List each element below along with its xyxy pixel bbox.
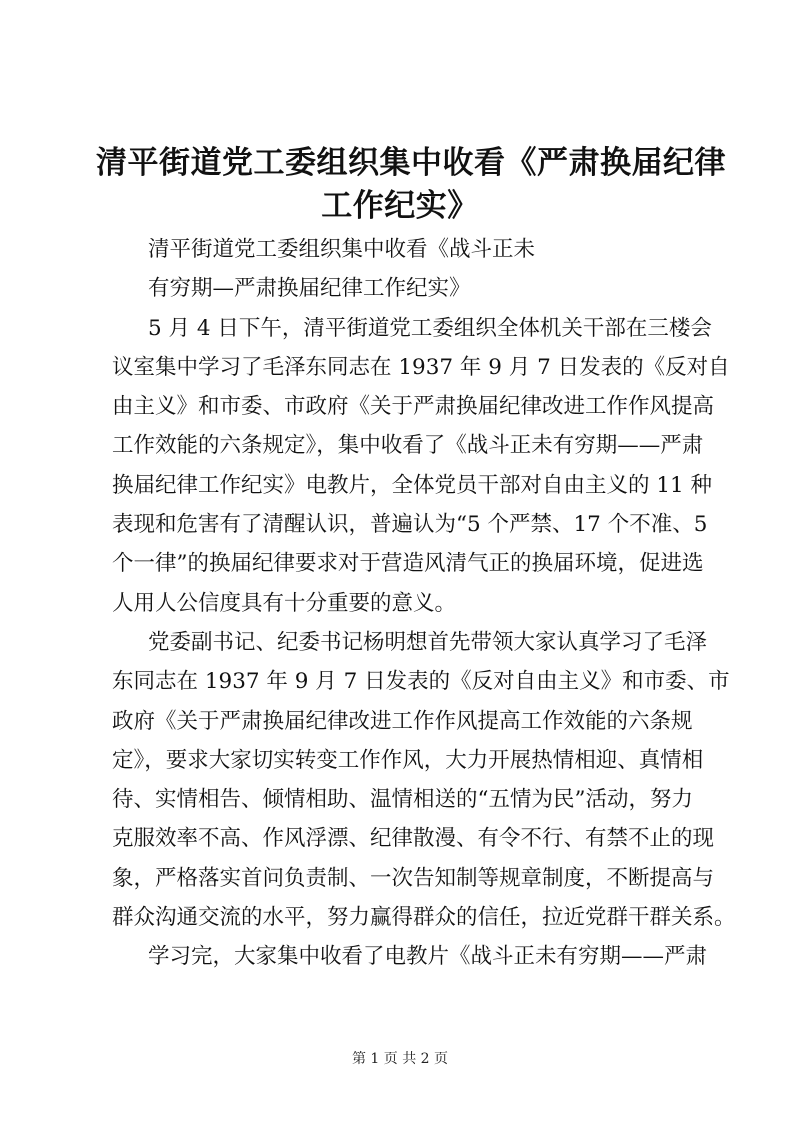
body-line: 工作效能的六条规定》，集中收看了《战斗正未有穷期——严肃 <box>112 433 704 459</box>
body-line: 议室集中学习了毛泽东同志在 1937 年 9 月 7 日发表的《反对自 <box>112 354 730 380</box>
body-line: 人用人公信度具有十分重要的意义。 <box>112 590 457 616</box>
body-line: 东同志在 1937 年 9 月 7 日发表的《反对自由主义》和市委、市 <box>112 669 730 695</box>
body-line: 换届纪律工作纪实》电教片，全体党员干部对自由主义的 11 种 <box>112 472 713 498</box>
body-line: 定》，要求大家切实转变工作作风，大力开展热情相迎、真情相 <box>112 747 704 773</box>
body-line: 学习完，大家集中收看了电教片《战斗正未有穷期——严肃 <box>148 944 708 970</box>
body-line: 5 月 4 日下午，清平街道党工委组织全体机关干部在三楼会 <box>148 315 712 341</box>
body-line: 由主义》和市委、市政府《关于严肃换届纪律改进工作作风提高 <box>112 394 715 420</box>
body-line: 克服效率不高、作风浮漂、纪律散漫、有令不行、有禁不止的现 <box>112 826 715 852</box>
body-line: 政府《关于严肃换届纪律改进工作作风提高工作效能的六条规 <box>112 708 693 734</box>
body-line: 有穷期—严肃换届纪律工作纪实》 <box>148 276 471 302</box>
document-body <box>112 230 736 977</box>
body-line: 党委副书记、纪委书记杨明想首先带领大家认真学习了毛泽 <box>148 629 708 655</box>
body-line: 待、实情相告、倾情相助、温情相送的“五情为民”活动，努力 <box>112 787 693 813</box>
title-line-1: 清平街道党工委组织集中收看《严肃换届纪律 <box>96 145 726 181</box>
title-line-2: 工作纪实》 <box>321 188 479 224</box>
body-line: 清平街道党工委组织集中收看《战斗正未 <box>148 237 536 262</box>
body-line: 个一律”的换届纪律要求对于营造风清气正的换届环境，促进选 <box>112 551 704 577</box>
document-title <box>96 142 726 228</box>
body-line: 象，严格落实首问负责制、一次告知制等规章制度，不断提高与 <box>112 865 715 891</box>
page-footer: 第 1 页 共 2 页 <box>351 1051 449 1067</box>
body-line: 群众沟通交流的水平，努力赢得群众的信任，拉近党群干群关系。 <box>112 905 736 931</box>
body-line: 表现和危害有了清醒认识，普遍认为“5 个严禁、17 个不准、5 <box>112 512 708 538</box>
